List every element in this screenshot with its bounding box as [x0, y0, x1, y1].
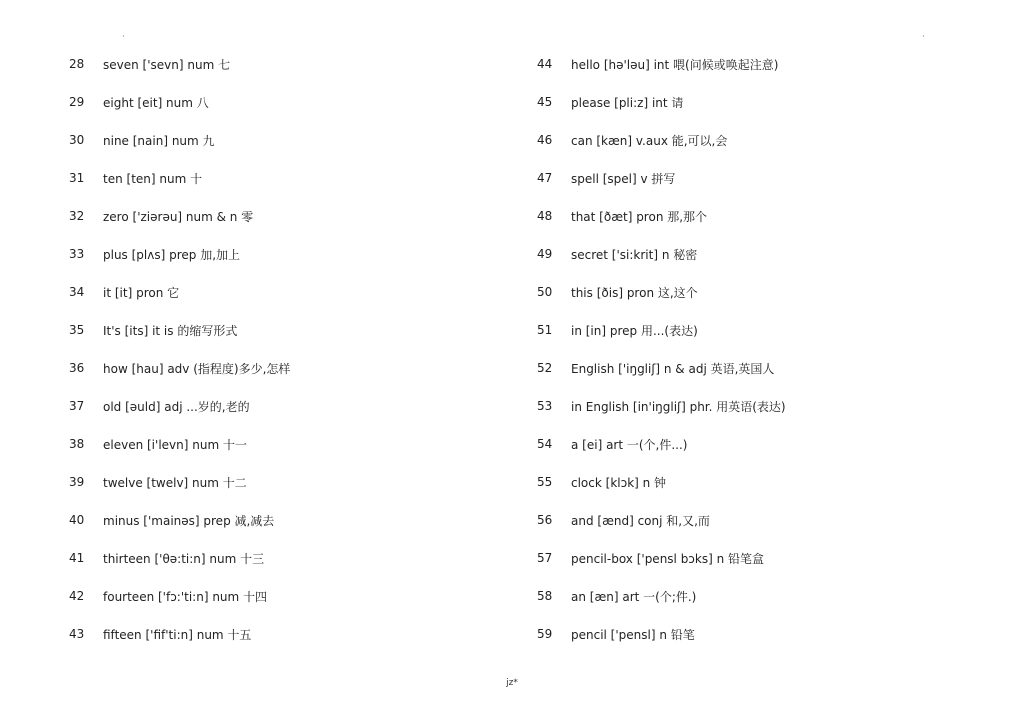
vocab-row [69, 121, 509, 159]
vocab-row [69, 235, 509, 273]
vocab-row [69, 349, 509, 387]
vocab-entry: spell [spel] v 拼写 [571, 171, 676, 186]
vocab-number: 39 [69, 475, 85, 489]
vocab-entry: eight [eit] num 八 [103, 95, 209, 110]
vocab-number: 44 [537, 57, 553, 71]
vocab-entry: please [pli:z] int 请 [571, 95, 684, 110]
vocab-number: 43 [69, 627, 85, 641]
vocab-number: 31 [69, 171, 85, 185]
vocab-entry: pencil-box ['pensl bɔks] n 铅笔盒 [571, 551, 765, 566]
vocab-entry: It's [its] it is 的缩写形式 [103, 323, 238, 338]
vocab-entry: in English [in'iŋgliʃ] phr. 用英语(表达) [571, 399, 786, 414]
vocab-row [69, 311, 509, 349]
vocab-entry: old [əuld] adj ...岁的,老的 [103, 399, 250, 414]
vocab-entry: minus ['mainəs] prep 减,减去 [103, 513, 275, 528]
vocab-entry: it [it] pron 它 [103, 285, 180, 300]
vocab-number: 51 [537, 323, 553, 337]
vocab-row [537, 273, 977, 311]
vocab-row [537, 159, 977, 197]
vocab-number: 54 [537, 437, 553, 451]
vocab-number: 56 [537, 513, 553, 527]
vocab-row [537, 349, 977, 387]
vocab-entry: English ['iŋgliʃ] n & adj 英语,英国人 [571, 361, 775, 376]
vocab-row [69, 45, 509, 83]
vocab-row [537, 463, 977, 501]
vocab-row [537, 121, 977, 159]
vocab-number: 33 [69, 247, 85, 261]
vocab-row [537, 235, 977, 273]
vocab-row [69, 463, 509, 501]
vocab-number: 52 [537, 361, 553, 375]
vocab-number: 58 [537, 589, 553, 603]
vocab-entry: fifteen ['fif'ti:n] num 十五 [103, 627, 252, 642]
vocab-number: 49 [537, 247, 553, 261]
vocab-entry: in [in] prep 用...(表达) [571, 323, 698, 338]
vocab-row [69, 501, 509, 539]
vocab-row [537, 197, 977, 235]
vocab-row [537, 539, 977, 577]
vocab-number: 35 [69, 323, 85, 337]
vocab-row [69, 273, 509, 311]
vocab-entry: this [ðis] pron 这,这个 [571, 285, 698, 300]
vocab-number: 37 [69, 399, 85, 413]
vocab-row [69, 387, 509, 425]
vocab-number: 38 [69, 437, 85, 451]
vocab-number: 48 [537, 209, 553, 223]
vocab-number: 45 [537, 95, 553, 109]
vocab-entry: zero ['ziərəu] num & n 零 [103, 209, 254, 224]
vocab-entry: how [hau] adv (指程度)多少,怎样 [103, 361, 291, 376]
vocab-row [537, 83, 977, 121]
vocab-number: 55 [537, 475, 553, 489]
vocab-row [537, 311, 977, 349]
vocab-number: 40 [69, 513, 85, 527]
page-footer: jz* [506, 678, 518, 688]
vocab-row [537, 615, 977, 653]
vocab-row [537, 501, 977, 539]
vocab-entry: plus [plʌs] prep 加,加上 [103, 247, 241, 262]
vocab-entry: hello [hə'ləu] int 喂(问候或唤起注意) [571, 57, 779, 72]
vocab-number: 53 [537, 399, 553, 413]
vocab-entry: a [ei] art 一(个,件...) [571, 437, 688, 452]
vocab-entry: clock [klɔk] n 钟 [571, 475, 667, 490]
vocab-row [69, 615, 509, 653]
vocab-row [69, 425, 509, 463]
vocab-number: 32 [69, 209, 85, 223]
vocabulary-column-right [537, 45, 977, 653]
vocab-number: 47 [537, 171, 553, 185]
vocabulary-column-left [69, 45, 509, 653]
vocab-number: 28 [69, 57, 85, 71]
header-mark-left: · [122, 32, 125, 42]
vocab-entry: that [ðæt] pron 那,那个 [571, 209, 708, 224]
vocab-entry: nine [nain] num 九 [103, 133, 215, 148]
header-mark-right: · [922, 32, 925, 42]
vocab-row [69, 577, 509, 615]
vocab-number: 59 [537, 627, 553, 641]
vocab-entry: seven ['sevn] num 七 [103, 57, 231, 72]
vocab-entry: ten [ten] num 十 [103, 171, 203, 186]
vocab-number: 46 [537, 133, 553, 147]
vocab-number: 42 [69, 589, 85, 603]
vocab-number: 57 [537, 551, 553, 565]
vocab-row [537, 45, 977, 83]
vocab-entry: an [æn] art 一(个;件.) [571, 589, 697, 604]
vocab-entry: can [kæn] v.aux 能,可以,会 [571, 133, 728, 148]
vocab-row [537, 387, 977, 425]
vocab-number: 34 [69, 285, 85, 299]
vocab-entry: fourteen ['fɔ:'ti:n] num 十四 [103, 589, 268, 604]
vocab-entry: twelve [twelv] num 十二 [103, 475, 247, 490]
vocab-number: 29 [69, 95, 85, 109]
vocab-row [69, 197, 509, 235]
vocab-row [69, 83, 509, 121]
vocab-row [537, 577, 977, 615]
vocab-row [69, 159, 509, 197]
vocab-entry: secret ['si:krit] n 秘密 [571, 247, 698, 262]
vocab-number: 50 [537, 285, 553, 299]
vocab-entry: and [ænd] conj 和,又,而 [571, 513, 710, 528]
vocab-number: 36 [69, 361, 85, 375]
vocab-entry: eleven [i'levn] num 十一 [103, 437, 247, 452]
vocab-entry: thirteen ['θə:ti:n] num 十三 [103, 551, 265, 566]
vocab-row [69, 539, 509, 577]
vocab-number: 30 [69, 133, 85, 147]
vocab-row [537, 425, 977, 463]
vocab-number: 41 [69, 551, 85, 565]
vocab-entry: pencil ['pensl] n 铅笔 [571, 627, 695, 642]
